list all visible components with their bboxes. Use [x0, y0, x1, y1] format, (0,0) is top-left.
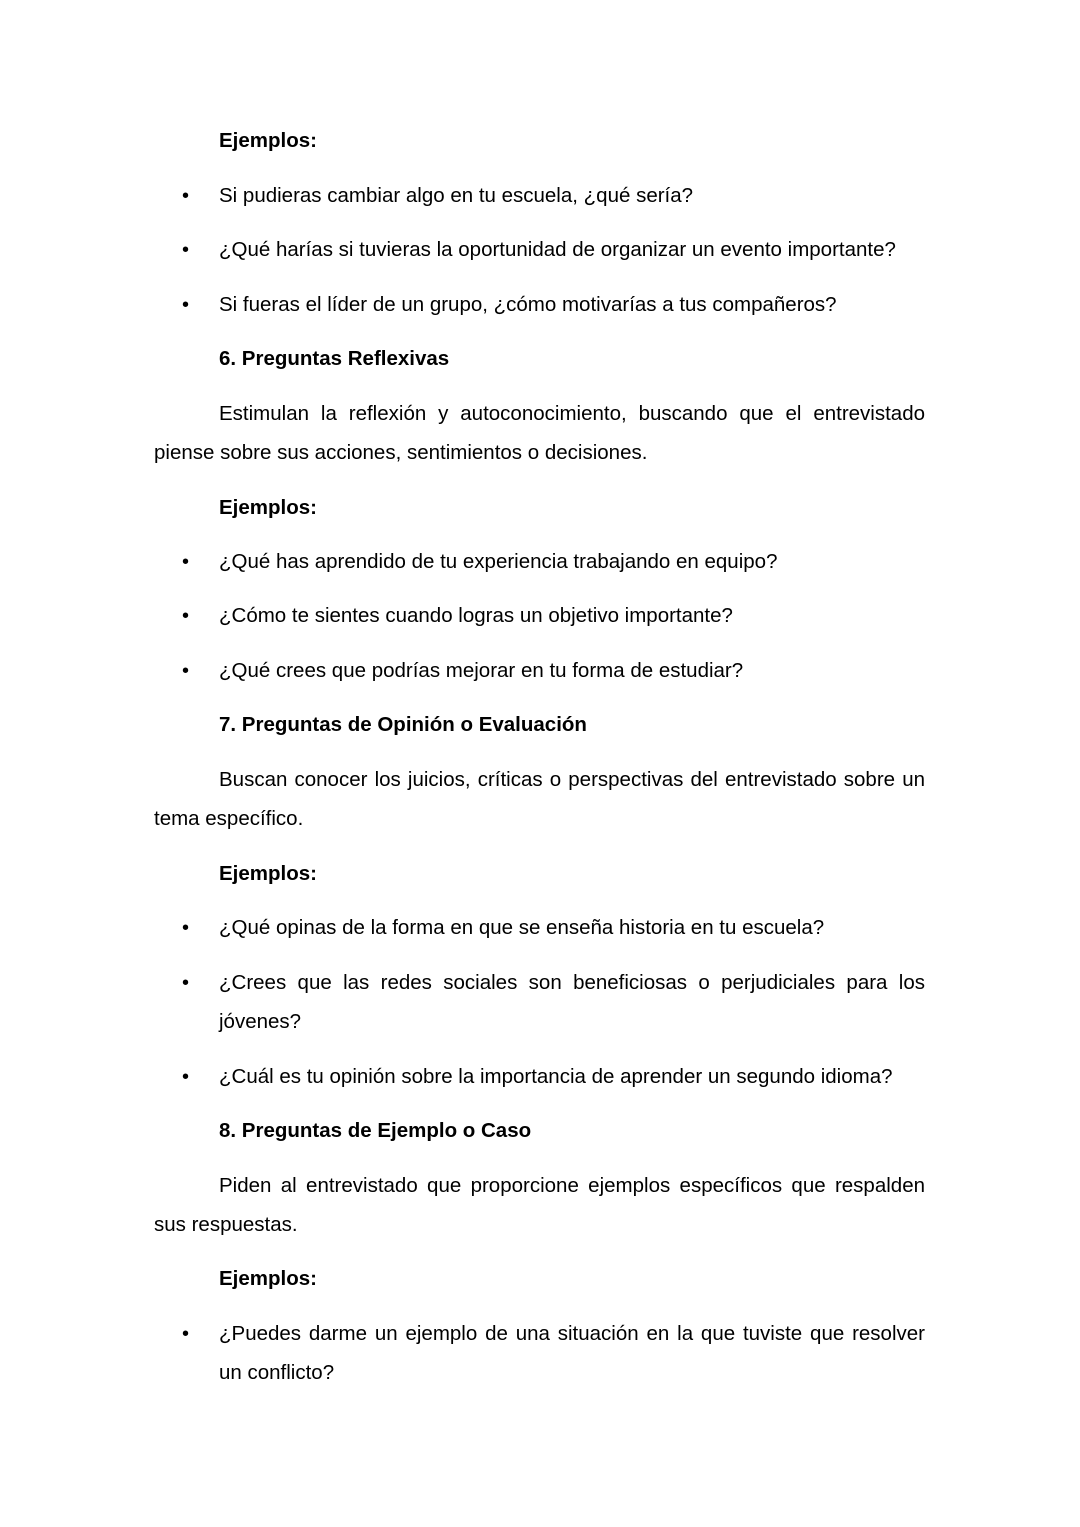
bullet-icon: • — [182, 660, 190, 682]
section-heading-6: 6. Preguntas Reflexivas — [219, 347, 450, 370]
list-item: ¿Cuál es tu opinión sobre la importancia de aprender un segundo idioma? — [219, 1065, 893, 1088]
bullet-icon: • — [182, 972, 190, 994]
list-item: ¿Puedes darme un ejemplo de una situación en la que tuviste que resolver — [219, 1322, 925, 1345]
list-item: ¿Qué opinas de la forma en que se enseña historia en tu escuela? — [219, 916, 825, 939]
paragraph-line: sus respuestas. — [154, 1213, 298, 1236]
paragraph-line: Estimulan la reflexión y autoconocimiento, buscando que el entrevistado — [219, 402, 925, 425]
bullet-icon: • — [182, 185, 190, 207]
list-item-continuation: un conflicto? — [219, 1361, 335, 1384]
section-heading-8: 8. Preguntas de Ejemplo o Caso — [219, 1119, 532, 1142]
paragraph-line: Buscan conocer los juicios, críticas o perspectivas del entrevistado sobre un — [219, 768, 925, 791]
list-item: ¿Qué harías si tuvieras la oportunidad de organizar un evento importante? — [219, 238, 896, 261]
bullet-icon: • — [182, 1066, 190, 1088]
bullet-icon: • — [182, 917, 190, 939]
bullet-icon: • — [182, 294, 190, 316]
list-item: Si fueras el líder de un grupo, ¿cómo motivarías a tus compañeros? — [219, 293, 837, 316]
paragraph-line: Piden al entrevistado que proporcione ejemplos específicos que respalden — [219, 1174, 925, 1197]
bullet-icon: • — [182, 605, 190, 627]
examples-label: Ejemplos: — [219, 862, 317, 885]
examples-label: Ejemplos: — [219, 1267, 317, 1290]
list-item: ¿Crees que las redes sociales son beneficiosas o perjudiciales para los — [219, 971, 925, 994]
examples-label: Ejemplos: — [219, 496, 317, 519]
list-item: Si pudieras cambiar algo en tu escuela, ¿qué sería? — [219, 184, 694, 207]
paragraph-line: tema específico. — [154, 807, 304, 830]
bullet-icon: • — [182, 551, 190, 573]
bullet-icon: • — [182, 1323, 190, 1345]
examples-label: Ejemplos: — [219, 129, 317, 152]
list-item: ¿Qué crees que podrías mejorar en tu forma de estudiar? — [219, 659, 744, 682]
list-item: ¿Cómo te sientes cuando logras un objetivo importante? — [219, 604, 733, 627]
list-item: ¿Qué has aprendido de tu experiencia trabajando en equipo? — [219, 550, 778, 573]
paragraph-line: piense sobre sus acciones, sentimientos o decisiones. — [154, 441, 648, 464]
bullet-icon: • — [182, 239, 190, 261]
list-item-continuation: jóvenes? — [219, 1010, 302, 1033]
section-heading-7: 7. Preguntas de Opinión o Evaluación — [219, 713, 587, 736]
